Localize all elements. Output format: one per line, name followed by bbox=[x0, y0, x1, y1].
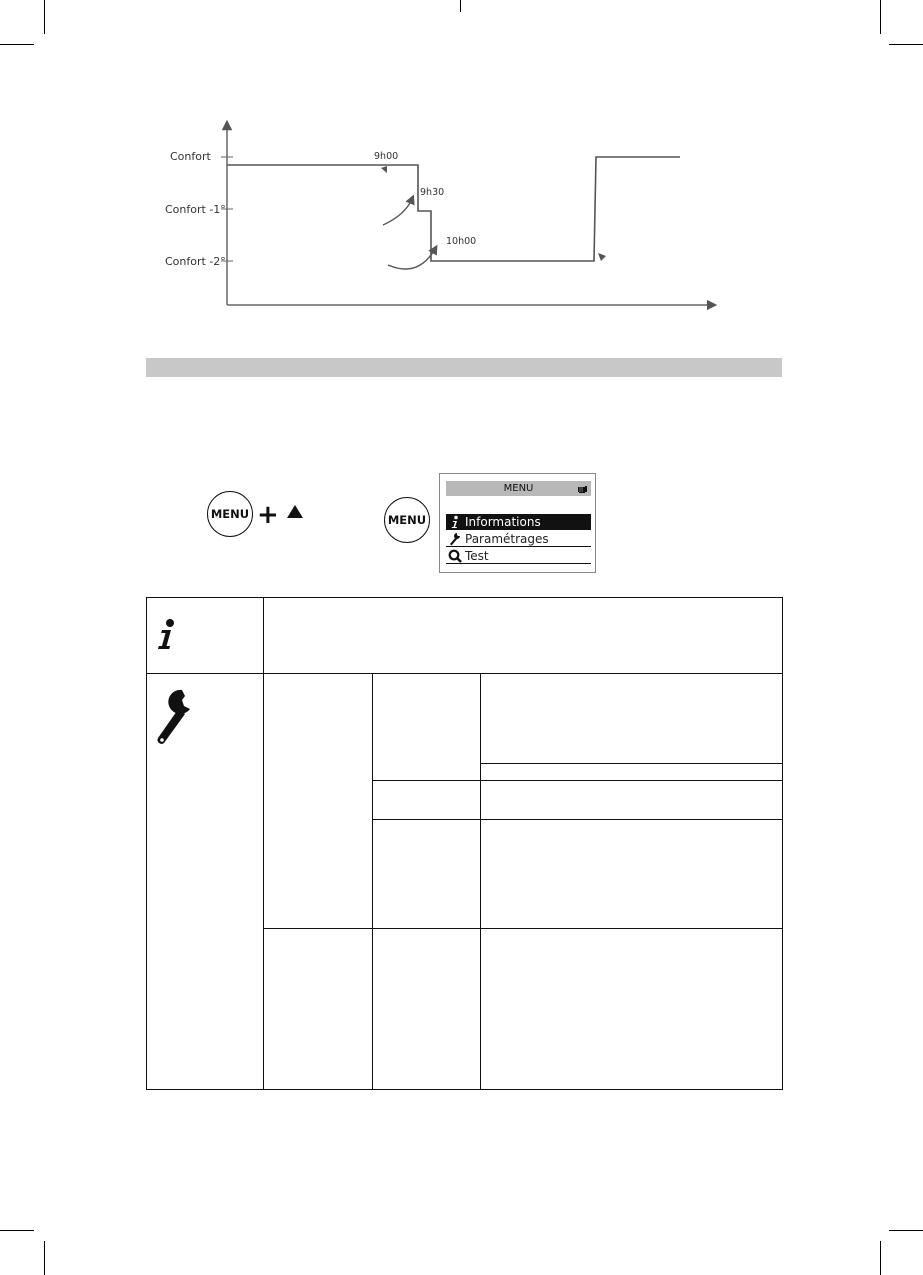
crop-mark bbox=[44, 1241, 45, 1275]
crop-mark bbox=[460, 0, 461, 12]
table-row-line bbox=[147, 673, 782, 674]
comfort-schedule-chart bbox=[150, 115, 730, 320]
pointer-arrow bbox=[381, 166, 387, 173]
crop-mark bbox=[0, 44, 34, 45]
lcd-item-informations[interactable] bbox=[446, 514, 591, 530]
lcd-title: MENU bbox=[503, 483, 534, 494]
y-label-confort: Confort bbox=[170, 150, 211, 163]
info-icon bbox=[448, 515, 462, 529]
time-label-10h00: 10h00 bbox=[446, 236, 477, 247]
wrench-icon bbox=[152, 688, 196, 748]
table-row-line bbox=[263, 928, 782, 929]
table-column-line bbox=[372, 673, 373, 1089]
lcd-item-test[interactable] bbox=[446, 548, 591, 564]
table-row-line bbox=[372, 819, 782, 820]
menu-button-single[interactable]: MENU bbox=[384, 497, 430, 543]
pointer-arrow bbox=[598, 253, 606, 261]
crop-mark bbox=[889, 44, 923, 45]
menu-structure-table bbox=[146, 597, 783, 1090]
curved-arrow bbox=[383, 199, 412, 225]
lcd-item-label: Paramétrages bbox=[465, 532, 549, 546]
lcd-item-label: Test bbox=[465, 549, 489, 563]
section-header-bar bbox=[146, 358, 782, 377]
lcd-title-bar bbox=[446, 481, 591, 496]
lcd-item-label: Informations bbox=[465, 515, 541, 529]
crop-mark bbox=[0, 1230, 34, 1231]
time-label-9h30: 9h30 bbox=[420, 187, 445, 198]
info-icon bbox=[155, 618, 179, 652]
plus-sign: + bbox=[257, 500, 279, 530]
wrench-icon bbox=[448, 532, 462, 546]
crop-mark bbox=[44, 0, 45, 34]
crop-mark bbox=[880, 1241, 881, 1275]
lcd-item-parametrages[interactable] bbox=[446, 531, 591, 547]
table-row-line bbox=[480, 763, 782, 764]
table-row-line bbox=[372, 780, 782, 781]
crop-mark bbox=[880, 0, 881, 34]
table-column-line bbox=[480, 673, 481, 1089]
magnifier-icon bbox=[448, 549, 462, 563]
table-column-line bbox=[263, 598, 264, 1089]
y-label-confort-minus-1: Confort -1° bbox=[165, 203, 226, 216]
up-arrow-button[interactable] bbox=[287, 505, 303, 518]
y-label-confort-minus-2: Confort -2° bbox=[165, 255, 226, 268]
curved-arrow bbox=[388, 249, 435, 269]
hand-icon bbox=[577, 483, 588, 494]
menu-button[interactable]: MENU bbox=[207, 491, 253, 537]
crop-mark bbox=[889, 1230, 923, 1231]
lcd-screen bbox=[439, 473, 596, 573]
time-label-9h00: 9h00 bbox=[374, 151, 399, 162]
